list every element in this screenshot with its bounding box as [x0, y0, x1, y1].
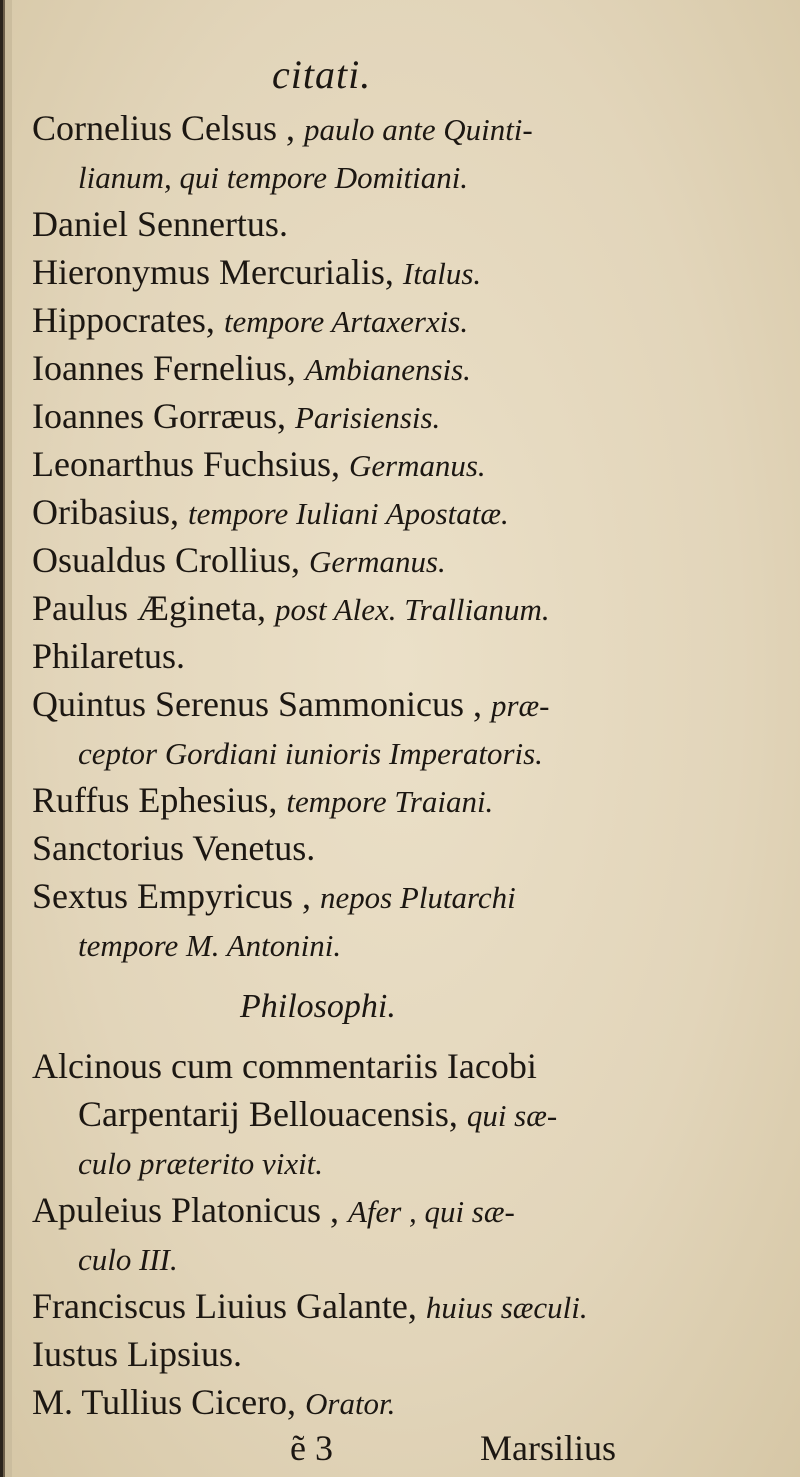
- entry: Daniel Sennertus.: [32, 204, 288, 244]
- entry: Ioannes Fernelius, Ambianensis.: [32, 348, 471, 388]
- entry: Leonarthus Fuchsius, Germanus.: [32, 444, 486, 484]
- entry-continuation: ceptor Gordiani iunioris Imperatoris.: [78, 736, 543, 771]
- entry: Franciscus Liuius Galante, huius sæculi.: [32, 1286, 588, 1326]
- catchword: Marsilius: [480, 1428, 617, 1468]
- entry: Alcinous cum commentariis Iacobi: [32, 1046, 537, 1086]
- entry-continuation: Carpentarij Bellouacensis, qui sæ-: [78, 1094, 558, 1134]
- entry: Apuleius Platonicus , Afer , qui sæ-: [32, 1190, 515, 1230]
- entry: Philaretus.: [32, 636, 185, 676]
- entry: Osualdus Crollius, Germanus.: [32, 540, 446, 580]
- entry-continuation: culo præterito vixit.: [78, 1146, 324, 1181]
- entry: Hippocrates, tempore Artaxerxis.: [32, 300, 469, 340]
- running-head: citati.: [272, 52, 372, 97]
- entry-continuation: culo III.: [78, 1242, 178, 1277]
- entry-continuation: tempore M. Antonini.: [78, 928, 342, 963]
- entry: Paulus Ægineta, post Alex. Trallianum.: [32, 588, 550, 628]
- signature-mark: ẽ 3: [290, 1428, 333, 1468]
- entry: Oribasius, tempore Iuliani Apostatæ.: [32, 492, 509, 532]
- entry: Ruffus Ephesius, tempore Traiani.: [32, 780, 494, 820]
- section-heading: Philosophi.: [240, 988, 396, 1025]
- entry: Cornelius Celsus , paulo ante Quinti-: [32, 108, 533, 148]
- entry: Hieronymus Mercurialis, Italus.: [32, 252, 482, 292]
- entry-continuation: lianum, qui tempore Domitiani.: [78, 160, 469, 195]
- entry: M. Tullius Cicero, Orator.: [32, 1382, 396, 1422]
- entry: Ioannes Gorræus, Parisiensis.: [32, 396, 441, 436]
- entry: Sanctorius Venetus.: [32, 828, 316, 868]
- entry: Sextus Empyricus , nepos Plutarchi: [32, 876, 516, 916]
- entry: Iustus Lipsius.: [32, 1334, 243, 1374]
- entry: Quintus Serenus Sammonicus , præ-: [32, 684, 550, 724]
